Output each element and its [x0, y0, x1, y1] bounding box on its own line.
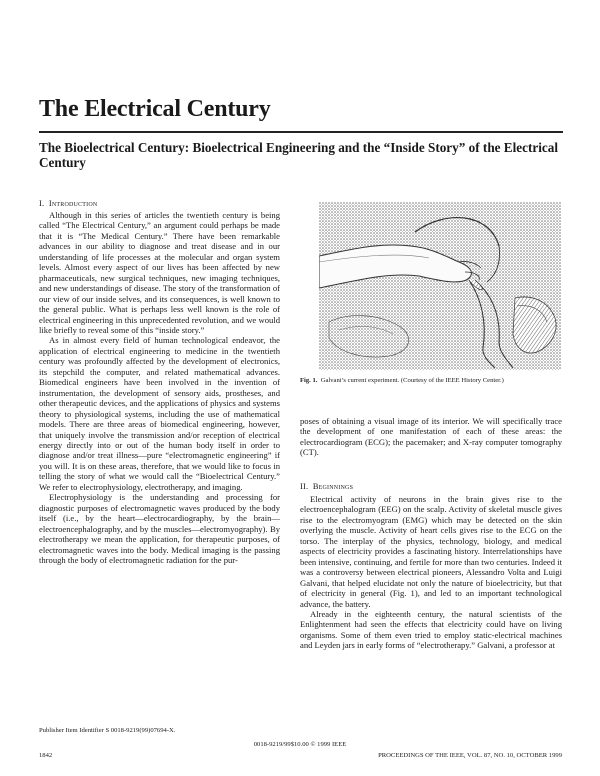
section-numeral: I.	[39, 199, 45, 208]
paragraph: Electrical activity of neurons in the brain gives rise to the electroencephalogram (EEG) on the scalp. Activity of skeletal muscle gives rise to the electromyogram (EMG) which may be detected on the skin overlying the muscle. Activity of heart cells gives rise to the ECG on the torso. The interplay of the physics, technology, biology, and medical aspects of electricity provides a fascinating history. Interrelationships have been intensive, continuing, and fertile for more than two centuries. Indeed it was a controversy between electrical pioneers, Alessandro Volta and Luigi Galvani, that helped elucidate not only the nature of bioelectricity, but that of electricity in general (Fig. 1), and led to an important technological advance, the battery.	[300, 494, 562, 609]
galvani-engraving-illustration	[319, 202, 561, 370]
section-heading-introduction	[39, 199, 97, 208]
paragraph: Although in this series of articles the twentieth century is being called “The Electrical Century,” an argument could perhaps be made that it is “The Medical Century.” There have been remarkable advances in our ability to diagnose and treat disease and in our understanding of life processes at the molecular and organ system levels. Almost every aspect of our lives has been affected by new pharmaceuticals, new surgical techniques, new imaging techniques, and new understandings of disease. The story of the transformation of our view of our inside selves, and its consequences, is well known to the general public. What is perhaps less well known is the role of electrical engineering in this unprecedented revolution, and we would like briefly to reveal some of this “inside story.”	[39, 210, 280, 335]
page-number: 1842	[39, 752, 53, 759]
copyright-notice: 0018-9219/99$10.00 © 1999 IEEE	[253, 741, 347, 748]
right-column-text	[300, 494, 562, 651]
figure-caption	[300, 377, 562, 385]
paragraph: As in almost every field of human technological endeavor, the application of electrical engineering to medicine in the twentieth century was profoundly affected by the development of electronics, its stepchild the computer, and related mathematical advances. Biomedical engineers have been involved in the invention of instrumentation, the development of sensory aids, prostheses, and other therapeutic devices, and the applications of physics and systems theory to physiological systems, including the use of mathematical models. There are three areas of biomedical engineering, however, that uniquely involve the transmission and/or reception of electrical energy directly into or out of the human body itself in order to diagnose and/or treat illness—pure “electromagnetic engineering” if you will. It is on these areas, therefore, that we would like to focus in telling the story of what we would call the “Bioelectrical Century.” We refer to electrophysiology, electrotherapy, and imaging.	[39, 335, 280, 492]
section-title: Beginnings	[312, 482, 354, 491]
paragraph: Electrophysiology is the understanding and processing for diagnostic purposes of electromagnetic waves produced by the body itself (i.e., by the heart—electrocardiography, by the brain—electroencephalography, and by the muscles—electromyography). By electrotherapy we mean the application, for therapeutic purposes, of electromagnetic waves into the body. Medical imaging is the passing through the body of electromagnetic radiation for the pur-	[39, 492, 280, 565]
title-rule	[39, 131, 563, 133]
journal-running-footer: PROCEEDINGS OF THE IEEE, VOL. 87, NO. 10, OCTOBER 1999	[378, 752, 562, 759]
paragraph: poses of obtaining a visual image of its interior. We will specifically trace the development of one manifestation of each of these areas: the electrocardiogram (ECG); the pacemaker; and X-ray computer tomography (CT).	[300, 416, 562, 458]
section-title: Introduction	[48, 199, 98, 208]
page-title: The Electrical Century	[39, 96, 271, 122]
right-column-continuation	[300, 416, 562, 458]
figure-galvani-experiment	[319, 202, 561, 370]
figure-caption-text: Galvani’s current experiment. (Courtesy of the IEEE History Center.)	[320, 377, 504, 384]
left-column-text	[39, 210, 280, 565]
publisher-item-identifier: Publisher Item Identifier S 0018-9219(99)07694-X.	[39, 727, 176, 734]
article-subtitle: The Bioelectrical Century: Bioelectrical Engineering and the “Inside Story” of the Electrical Century	[39, 140, 558, 170]
paragraph: Already in the eighteenth century, the natural scientists of the Enlightenment had seen the effects that electricity could have on living organisms. Some of them even tried to employ static-electrical machines and Leyden jars in early forms of “electrotherapy.” Galvani, a professor at	[300, 608, 562, 651]
section-numeral: II.	[300, 482, 309, 491]
figure-label: Fig. 1.	[300, 377, 318, 384]
section-heading-beginnings	[300, 482, 353, 491]
